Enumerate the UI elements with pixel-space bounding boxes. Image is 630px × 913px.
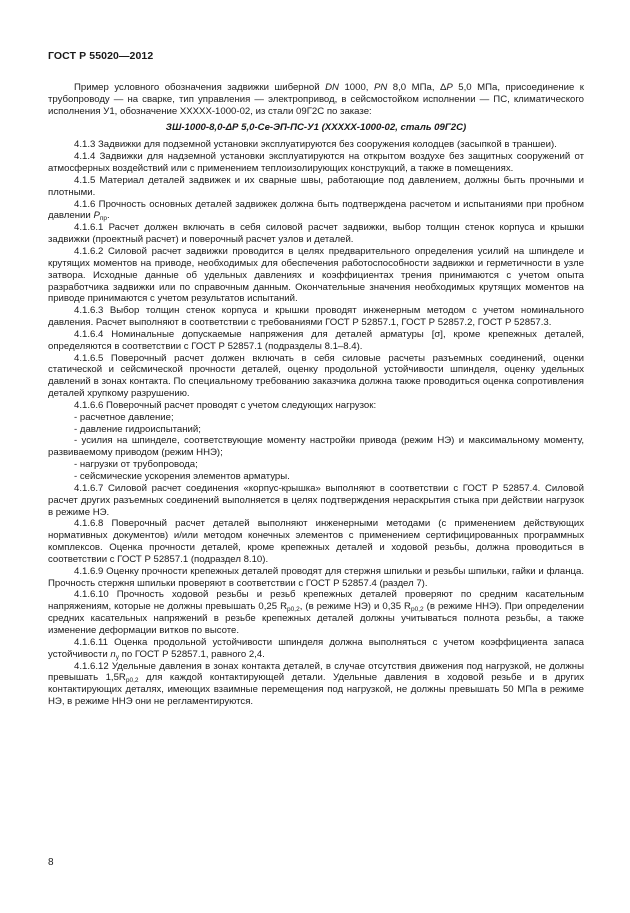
document-body xyxy=(48,78,584,708)
clause-4-1-6-7: 4.1.6.7 Силовой расчет соединения «корпус-крышка» выполняют в соответствии с ГОСТ Р 52857.4. Силовой расчет других разъемных соединений выполняется в целях подтверждения нераскрытия стыка при действии нагрузок в режиме НЭ. xyxy=(48,482,584,518)
list-item: - давление гидроиспытаний; xyxy=(74,423,201,435)
clause-4-1-6-1: 4.1.6.1 Расчет должен включать в себя силовой расчет задвижки, выбор толщин стенок корпуса и крышки задвижки (проектный расчет) и поверочный расчет узлов и деталей. xyxy=(48,222,584,246)
clause-4-1-6-11: 4.1.6.11 Оценка продольной устойчивости шпинделя должна выполняться с учетом коэффициента запаса устойчивости $n_y$ по ГОСТ Р 52857.1, равного 2,4. xyxy=(48,636,584,661)
clause-4-1-6-10: 4.1.6.10 Прочность ходовой резьбы и резьб крепежных деталей проверяют по средним касательным напряжениям, которые не должны превышать 0,25 $R_{p0,2}$, (в режиме НЭ) и 0,35 $R_{p0,2}$ (в режиме ННЭ). При определении средних касательных напряжений в резьбе крепежных деталей должны учитываться полнота резьбы, а также изменение деформации витков по высоте. xyxy=(48,589,585,636)
example-designation: ЗШ-1000-8,0-ΔР 5,0-Сe-ЭП-ПС-У1 (ХХХХХ-1000-02, сталь 09Г2С) xyxy=(165,121,467,133)
page-number: 8 xyxy=(48,857,54,868)
list-item: - расчетное давление; xyxy=(74,411,174,423)
clause-4-1-6-4: 4.1.6.4 Номинальные допускаемые напряжения для деталей арматуры [σ], кроме крепежных деталей, определяются в соответствии с ГОСТ Р 52857.1 (подразделы 8.1–8.4). xyxy=(48,328,584,352)
clause-4-1-6-2: 4.1.6.2 Силовой расчет задвижки проводится в целях предварительного определения усилий на шпинделе и крутящих моментов на приводе, необходимых для обеспечения работоспособности задвижки и герметичности в узле затвора. Исходные данные об удельных давлениях и коэффициентах трения принимаются с учетом опыта разработчика задвижки или по справочным данным. Окончательные значения необходимых крутящих моментов на приводе принимаются с учетом результатов испытаний. xyxy=(48,245,584,305)
example-paragraph: Пример условного обозначения задвижки шиберной DN 1000, PN 8,0 МПа, ΔP 5,0 МПа, присоединение к трубопроводу — на сварке, тип управления — электропривод, в сейсмостойком исполнении — ПС, климатического исполнения У1, обозначение ХХХХХ-1000-02, из стали 09Г2С по заказе: xyxy=(48,82,585,117)
clause-4-1-6-6: 4.1.6.6 Поверочный расчет проводят с учетом следующих нагрузок: xyxy=(74,399,377,411)
clause-4-1-3: 4.1.3 Задвижки для подземной установки эксплуатируются без сооружения колодцев (засыпкой в траншеи). xyxy=(74,139,557,151)
clause-4-1-4: 4.1.4 Задвижки для надземной установки эксплуатируются на открытом воздухе без защитных сооружений от атмосферных воздействий или с применением теплоизолирующих конструкций, а также в помещениях. xyxy=(48,151,584,175)
document-header: ГОСТ Р 55020—2012 xyxy=(48,50,154,62)
clause-4-1-5: 4.1.5 Материал деталей задвижек и их сварные швы, работающие под давлением, должны быть прочными и плотными. xyxy=(48,174,584,198)
clause-4-1-6-5: 4.1.6.5 Поверочный расчет должен включать в себя силовые расчеты разъемных соединений, оценки статической и сейсмической прочности деталей, оценку продольной устойчивости шпинделя, оценку удельных давлений в зонах контакта. По специальному требованию заказчика должна также проводиться оценка сопротивления деталей хрупкому разрушению. xyxy=(48,352,584,400)
list-item: - усилия на шпинделе, соответствующие моменту настройки привода (режим НЭ) и максимальному моменту, развиваемому приводом (режим ННЭ); xyxy=(48,435,584,459)
list-item: - нагрузки от трубопровода; xyxy=(74,459,198,471)
list-item: - сейсмические ускорения элементов арматуры. xyxy=(74,471,290,482)
clause-4-1-6-3: 4.1.6.3 Выбор толщин стенок корпуса и крышки проводят инженерным методом с учетом номинального давления. Расчет выполняют в соответствии с требованиями ГОСТ Р 52857.1, ГОСТ Р 52857.2, ГОСТ Р 52857.3. xyxy=(48,305,584,329)
clause-4-1-6-12: 4.1.6.12 Удельные давления в зонах контакта деталей, в случае отсутствия движения под нагрузкой, не должны превышать $1,5R_{p0,2}$ для каждой контактирующей детали. Удельные давления в ходовой резьбе и в других контактирующих деталях, имеющих взаимные перемещения под нагрузкой, не должны превышать 50 МПа в режиме НЭ, в режиме ННЭ они не регламентируются. xyxy=(48,660,584,708)
clause-4-1-6-8: 4.1.6.8 Поверочный расчет деталей выполняют инженерными методами (с применением действующих нормативных документов) и/или методом конечных элементов с применением сертифицированных программных комплексов. Оценка прочности деталей, кроме крепежных деталей и ходовой резьбы, должна проводиться в соответствии с ГОСТ Р 52857.1 (подраздел 8.10). xyxy=(48,518,584,565)
clause-4-1-6: 4.1.6 Прочность основных деталей задвижек должна быть подтверждена расчетом и испытаниями при пробном давлении $P_{пр}$. xyxy=(48,198,584,223)
clause-4-1-6-9: 4.1.6.9 Оценку прочности крепежных деталей проводят для стержня шпильки и резьбы шпильки, гайки и фланца. Прочность стержня шпильки проверяют в соответствии с ГОСТ Р 52857.4 (раздел 7). xyxy=(48,565,584,589)
